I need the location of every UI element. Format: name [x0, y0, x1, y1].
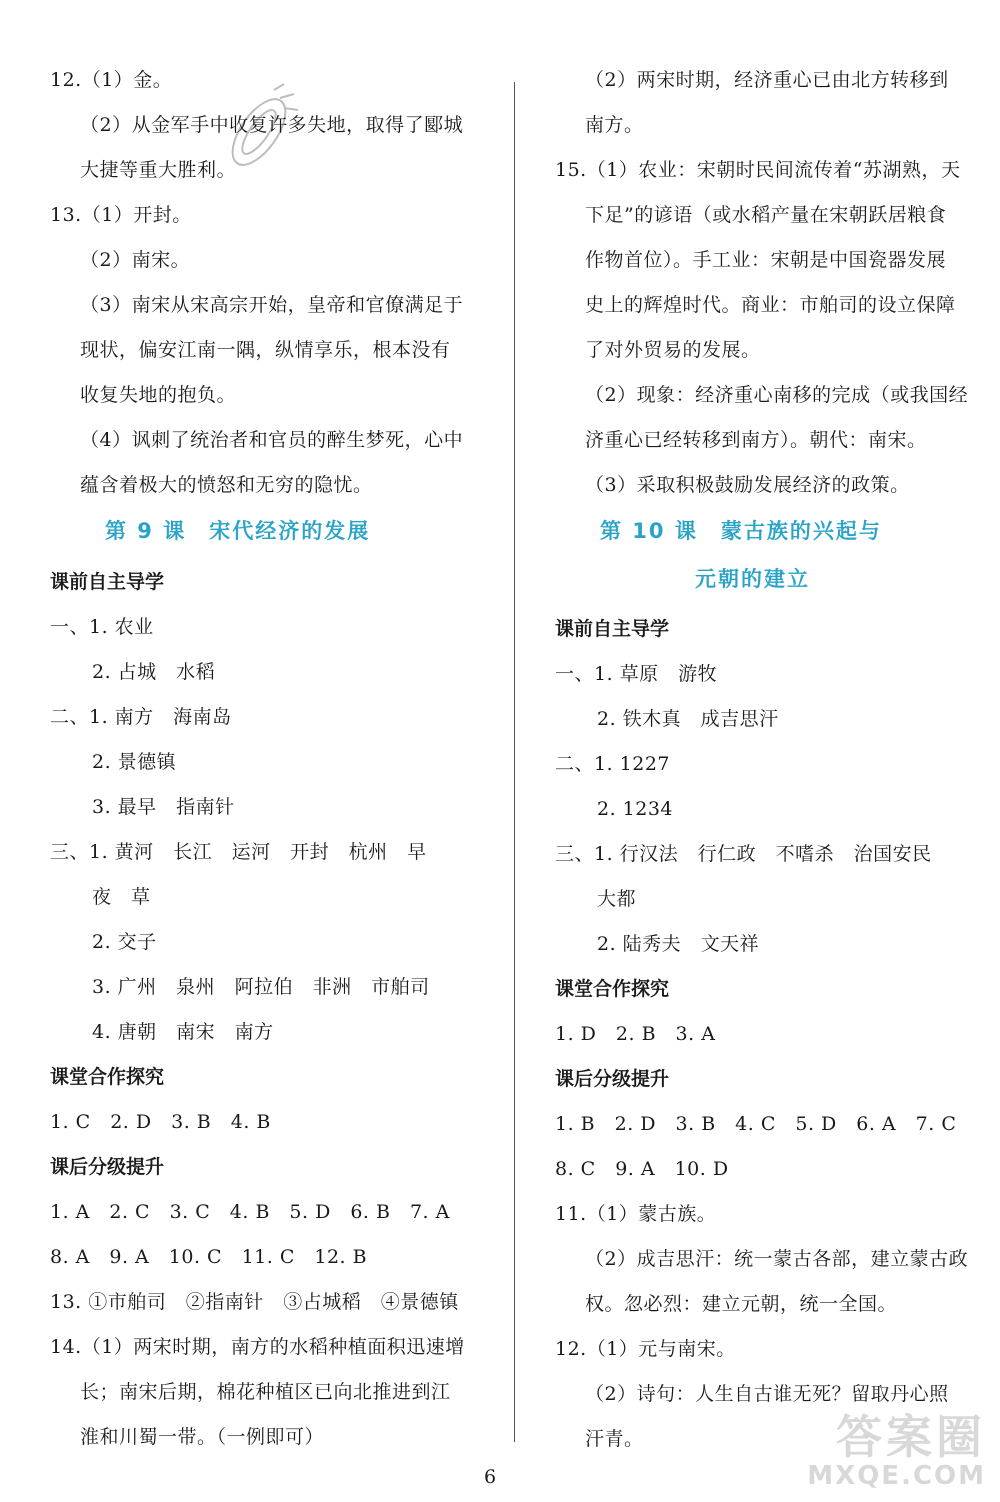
answer-15-1-cont4: 了对外贸易的发展。 [585, 339, 761, 361]
after-answers-2: 8. A 9. A 10. C 11. C 12. B [50, 1246, 368, 1268]
class-answers: 1. D 2. B 3. A [555, 1023, 716, 1045]
pre-1-1: 一、1. 草原 游牧 [555, 663, 718, 685]
pre-3-1: 三、1. 黄河 长江 运河 开封 杭州 早 [50, 841, 427, 863]
lesson-10-title: 第 10 课 蒙古族的兴起与 [600, 519, 882, 543]
pre-1-2: 2. 占城 水稻 [92, 661, 216, 683]
answer-13-2: （2）南宋。 [80, 249, 191, 271]
watermark-logo [807, 1412, 986, 1490]
pre-3-3: 3. 广州 泉州 阿拉伯 非洲 市舶司 [92, 976, 430, 998]
pre-3-1-cont: 夜 草 [92, 886, 151, 908]
pre-2-2: 2. 1234 [597, 798, 674, 820]
answer-12-1: 12.（1）金。 [50, 69, 173, 91]
section-heading-class: 课堂合作探究 [555, 978, 670, 1000]
answer-13-1: 13.（1）开封。 [50, 204, 192, 226]
pre-2-1: 二、1. 1227 [555, 753, 671, 775]
answer-15-1-cont3: 史上的辉煌时代。商业：市舶司的设立保障 [585, 294, 956, 316]
pre-2-3: 3. 最早 指南针 [92, 796, 235, 818]
answer-15-3: （3）采取积极鼓励发展经济的政策。 [585, 474, 910, 496]
answer-12-2: （2）诗句：人生自古谁无死？留取丹心照 [585, 1383, 949, 1405]
after-answers-1: 1. A 2. C 3. C 4. B 5. D 6. B 7. A [50, 1201, 450, 1223]
column-divider [514, 82, 515, 1442]
pre-3-1-cont: 大都 [597, 888, 637, 910]
watermark-cn: 答案圈 [836, 1410, 986, 1464]
answer-13-4-cont: 蕴含着极大的愤怒和无穷的隐忧。 [80, 474, 373, 496]
answer-15-1-cont: 下足”的谚语（或水稻产量在宋朝跃居粮食 [585, 204, 947, 226]
answer-13-4: （4）讽刺了统治者和官员的醉生梦死，心中 [80, 429, 464, 451]
lesson-10-title-cont: 元朝的建立 [695, 567, 810, 591]
section-heading-pre-study: 课前自主导学 [555, 618, 670, 640]
answer-12-2: （2）从金军手中收复许多失地，取得了郾城 [80, 114, 464, 136]
section-heading-pre-study: 课前自主导学 [50, 571, 165, 593]
answer-11-1: 11.（1）蒙古族。 [555, 1203, 717, 1225]
answer-12-2-cont: 大捷等重大胜利。 [80, 159, 237, 181]
lesson-9-title: 第 9 课 宋代经济的发展 [105, 519, 371, 543]
answer-14-1-cont2: 淮和川蜀一带。（一例即可） [80, 1426, 325, 1448]
answer-12-2-cont: 汗青。 [585, 1428, 644, 1450]
pre-3-4: 4. 唐朝 南宋 南方 [92, 1021, 274, 1043]
answer-15-2-cont: 济重心已经转移到南方）。朝代：南宋。 [585, 429, 927, 451]
answer-11-2-cont: 权。忽必烈：建立元朝，统一全国。 [585, 1293, 898, 1315]
answer-14-2: （2）两宋时期，经济重心已由北方转移到 [585, 69, 949, 91]
section-heading-after: 课后分级提升 [50, 1156, 165, 1178]
answer-13-3: （3）南宋从宋高宗开始，皇帝和官僚满足于 [80, 294, 464, 316]
section-heading-after: 课后分级提升 [555, 1068, 670, 1090]
class-answers: 1. C 2. D 3. B 4. B [50, 1111, 271, 1133]
after-answers-1: 1. B 2. D 3. B 4. C 5. D 6. A 7. C [555, 1113, 957, 1135]
section-heading-class: 课堂合作探究 [50, 1066, 165, 1088]
pre-3-2: 2. 陆秀夫 文天祥 [597, 933, 760, 955]
pre-3-1: 三、1. 行汉法 行仁政 不嗜杀 治国安民 [555, 843, 932, 865]
answer-13-3-cont2: 收复失地的抱负。 [80, 384, 237, 406]
answer-15-2: （2）现象：经济重心南移的完成（或我国经 [585, 384, 969, 406]
page-number: 6 [484, 1466, 497, 1488]
pre-1-2: 2. 铁木真 成吉思汗 [597, 708, 779, 730]
pre-3-2: 2. 交子 [92, 931, 157, 953]
answer-14-1-cont: 长；南宋后期，棉花种植区已向北推进到江 [80, 1381, 451, 1403]
answer-15-1-cont2: 作物首位）。手工业：宋朝是中国瓷器发展 [585, 249, 947, 271]
answer-14-2-cont: 南方。 [585, 114, 644, 136]
answer-14-1: 14.（1）两宋时期，南方的水稻种植面积迅速增 [50, 1336, 465, 1358]
watermark-en: MXQE.COM [807, 1461, 986, 1491]
pre-2-1: 二、1. 南方 海南岛 [50, 706, 232, 728]
after-answers-2: 8. C 9. A 10. D [555, 1158, 729, 1180]
answer-11-2: （2）成吉思汗：统一蒙古各部，建立蒙古政 [585, 1248, 969, 1270]
pre-1-1: 一、1. 农业 [50, 616, 154, 638]
answer-13: 13. ①市舶司 ②指南针 ③占城稻 ④景德镇 [50, 1291, 459, 1313]
pre-2-2: 2. 景德镇 [92, 751, 177, 773]
answer-12-1: 12.（1）元与南宋。 [555, 1338, 736, 1360]
answer-13-3-cont: 现状，偏安江南一隅，纵情享乐，根本没有 [80, 339, 451, 361]
answer-15-1: 15.（1）农业：宋朝时民间流传着“苏湖熟，天 [555, 159, 961, 181]
